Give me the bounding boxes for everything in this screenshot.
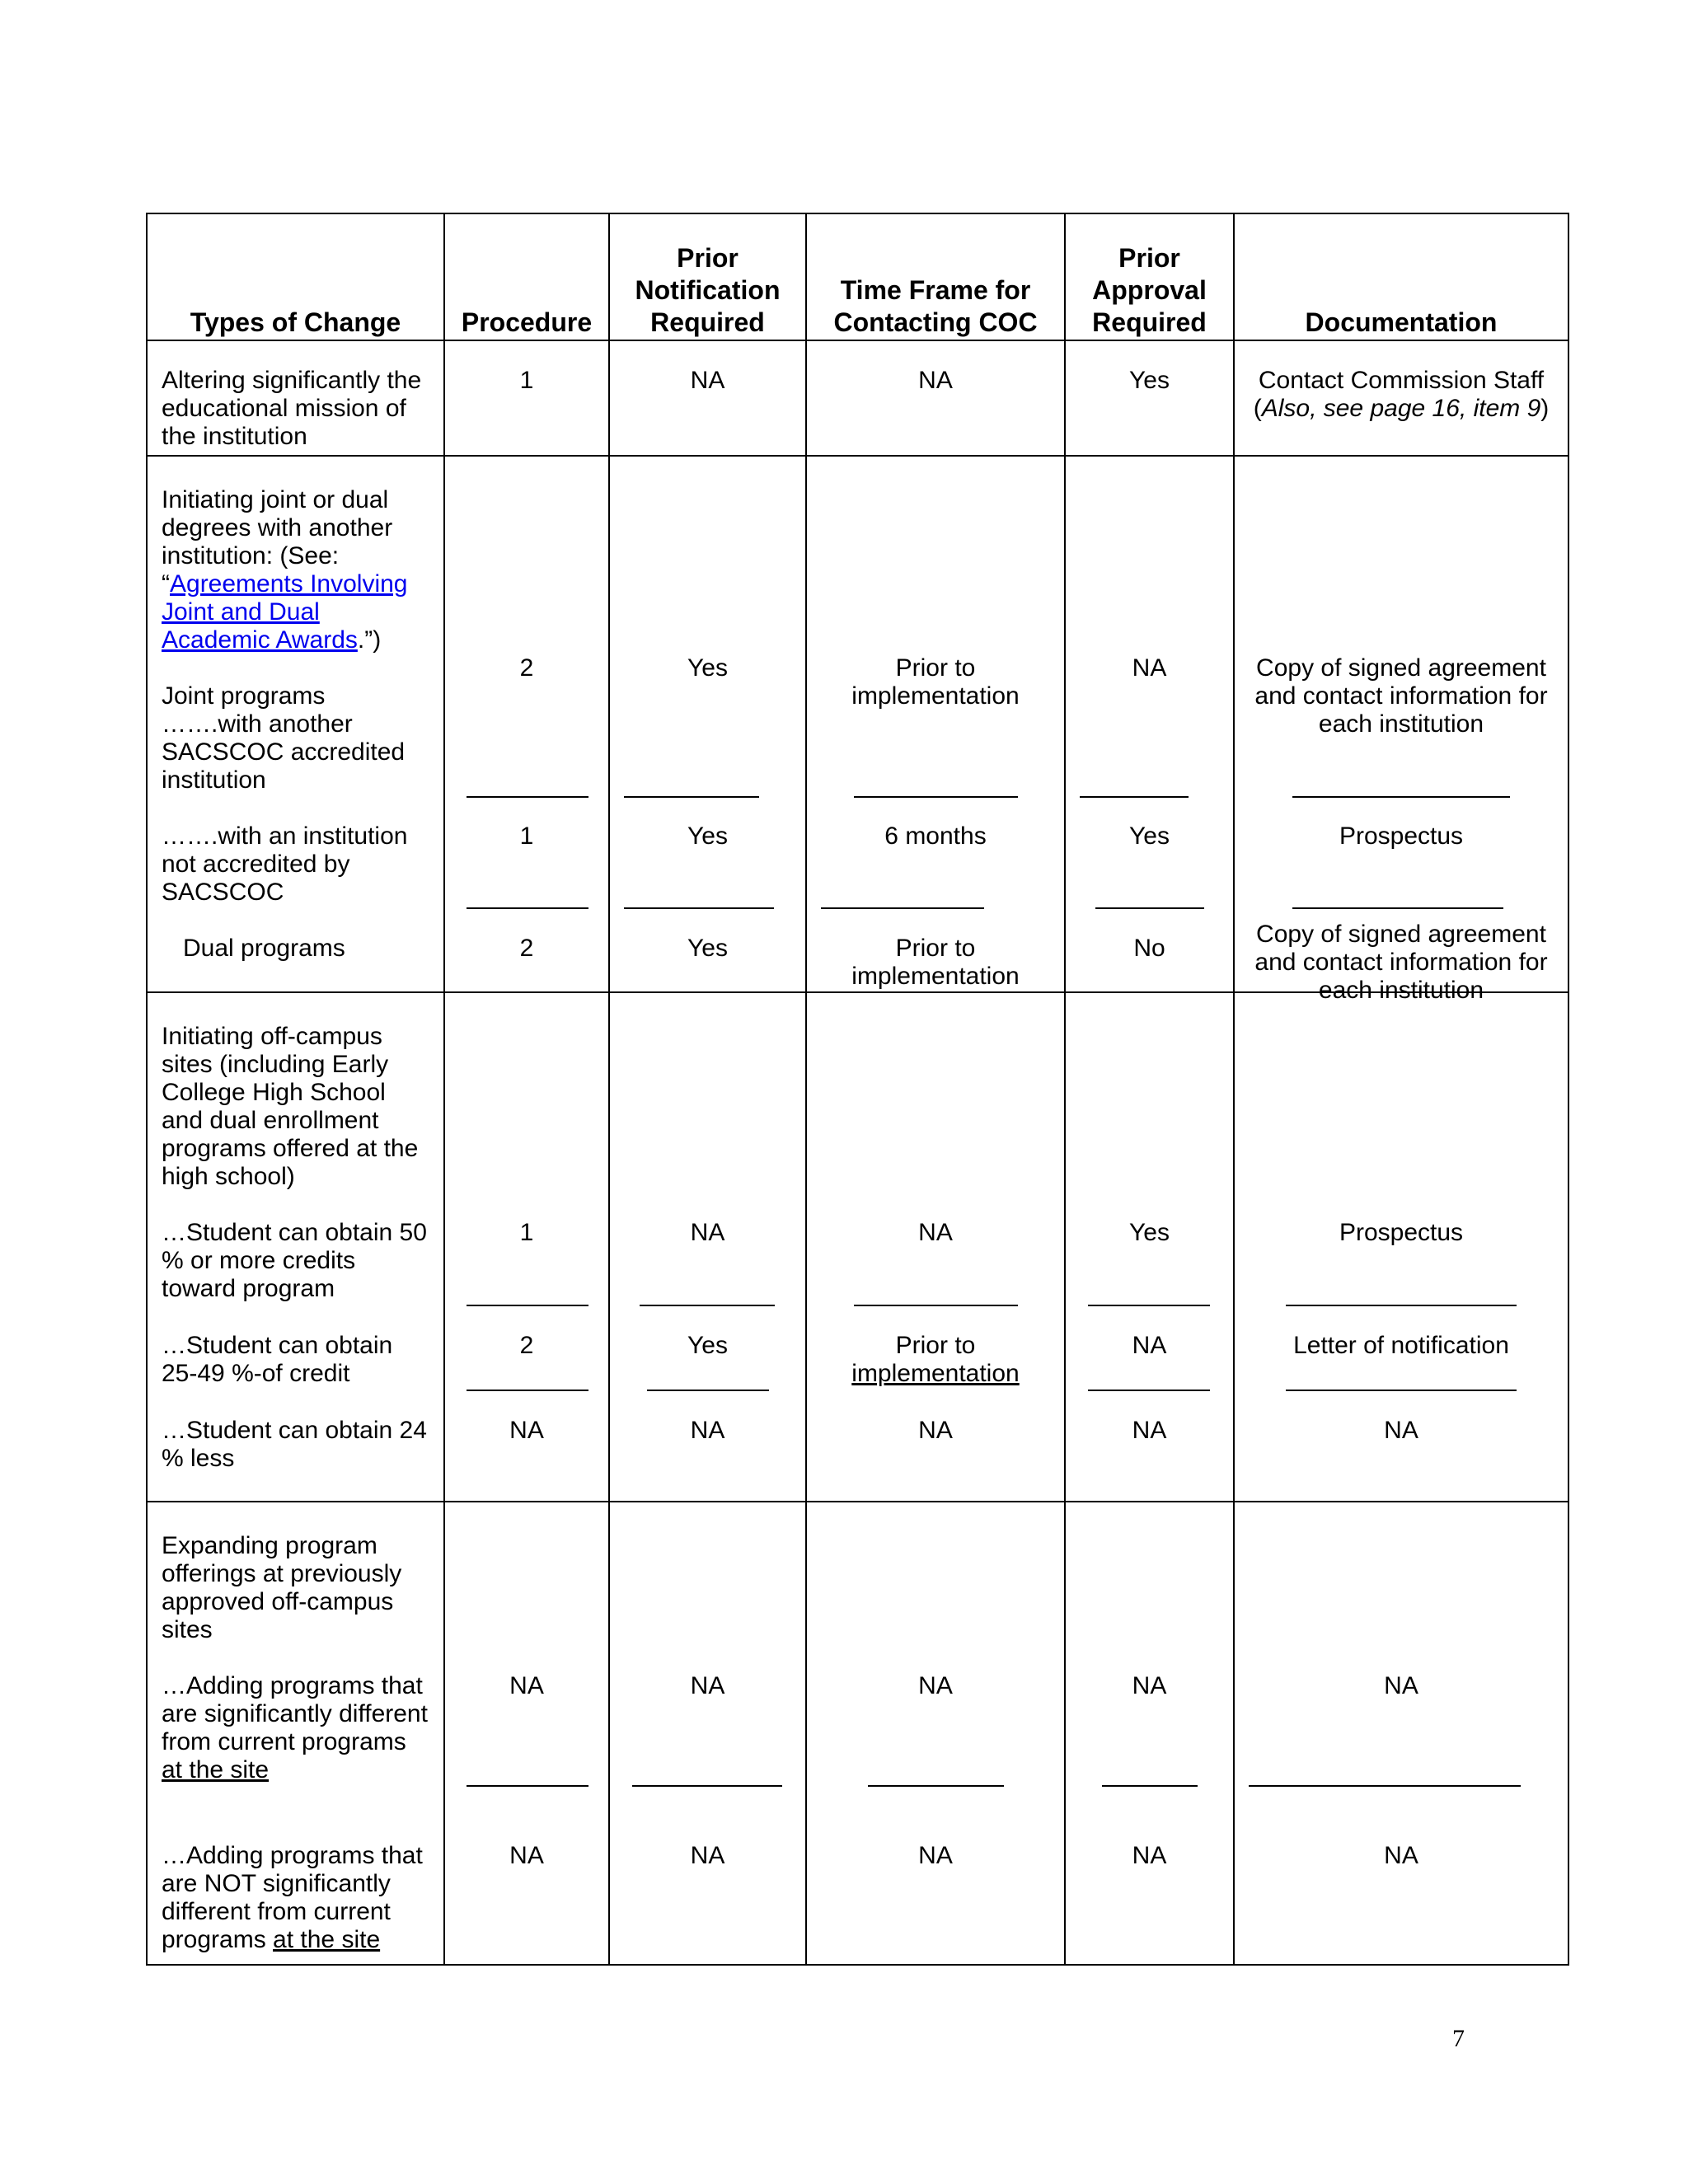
header-prior-approval: Prior Approval Required — [1065, 213, 1234, 340]
time-frame-value: NA — [918, 1842, 953, 1869]
documentation-note: Also, see page 16, item 9 — [1261, 395, 1541, 422]
separator-rule — [624, 796, 759, 798]
time-frame-cell — [806, 340, 1065, 456]
documentation-text: Prospectus — [1339, 1219, 1464, 1246]
header-time-frame: Time Frame for Contacting COC — [806, 213, 1065, 340]
type-cell — [147, 456, 444, 992]
type-text: educational mission of — [162, 395, 406, 422]
notification-cell — [609, 1502, 806, 1965]
time-frame-value: implementation — [851, 1360, 1020, 1387]
type-text: College High School — [162, 1079, 386, 1106]
approval-value: Yes — [1129, 823, 1170, 850]
separator-rule — [1088, 1305, 1210, 1306]
header-prior-notification: Prior Notification Required — [609, 213, 806, 340]
type-text: …….with an institution — [162, 823, 408, 850]
table-header-row — [147, 213, 1568, 340]
type-text: 25-49 %-of credit — [162, 1360, 350, 1387]
type-text: and dual enrollment — [162, 1107, 379, 1134]
type-text: institution — [162, 766, 266, 794]
notification-value: NA — [690, 1842, 725, 1869]
approval-value: NA — [1132, 1417, 1167, 1444]
separator-rule — [854, 796, 1018, 798]
procedure-cell — [444, 456, 609, 992]
type-cell — [147, 1502, 444, 1965]
type-text: Joint programs — [162, 682, 326, 710]
notification-cell — [609, 456, 806, 992]
time-frame-value: NA — [918, 367, 953, 394]
documentation-text: NA — [1384, 1672, 1418, 1699]
type-text: …Student can obtain — [162, 1332, 393, 1359]
agreements-link[interactable]: Agreements Involving — [170, 570, 408, 598]
notification-value: NA — [690, 1417, 725, 1444]
procedure-value: 1 — [519, 1219, 534, 1246]
type-text: …Student can obtain 24 — [162, 1417, 427, 1444]
approval-value: Yes — [1129, 1219, 1170, 1246]
time-frame-cell — [806, 992, 1065, 1502]
separator-rule — [854, 1305, 1018, 1306]
type-text: % less — [162, 1445, 235, 1472]
notification-cell — [609, 992, 806, 1502]
documentation-cell — [1234, 1502, 1568, 1965]
procedure-value: 1 — [519, 367, 534, 394]
documentation-text: Prospectus — [1339, 823, 1464, 850]
approval-cell — [1065, 1502, 1234, 1965]
separator-rule — [640, 1305, 775, 1306]
approval-value: NA — [1132, 1332, 1167, 1359]
type-text: toward program — [162, 1275, 335, 1302]
separator-rule — [1095, 907, 1204, 909]
type-text: programs at the site — [162, 1926, 381, 1953]
procedure-cell — [444, 1502, 609, 1965]
time-frame-value: Prior to — [895, 935, 976, 962]
documentation-text: each institution — [1318, 977, 1484, 1004]
type-text: sites — [162, 1616, 213, 1643]
time-frame-cell — [806, 1502, 1065, 1965]
type-text: % or more credits — [162, 1247, 356, 1274]
type-text: not accredited by — [162, 851, 350, 878]
documentation-text: and contact information for — [1254, 682, 1548, 710]
separator-rule — [1292, 907, 1503, 909]
approval-value: No — [1133, 935, 1165, 962]
time-frame-value: implementation — [851, 682, 1020, 710]
procedure-cell — [444, 992, 609, 1502]
procedure-value: 2 — [519, 654, 534, 682]
approval-value: NA — [1132, 654, 1167, 682]
type-text: Dual programs — [183, 935, 345, 962]
type-text: different from current — [162, 1898, 391, 1925]
time-frame-value: implementation — [851, 963, 1020, 990]
header-procedure: Procedure — [444, 213, 609, 340]
approval-cell — [1065, 992, 1234, 1502]
time-frame-value: NA — [918, 1417, 953, 1444]
header-types-of-change: Types of Change — [147, 213, 444, 340]
type-cell — [147, 340, 444, 456]
type-cell — [147, 992, 444, 1502]
separator-rule — [624, 907, 774, 909]
notification-cell — [609, 340, 806, 456]
separator-rule — [467, 1305, 588, 1306]
documentation-cell — [1234, 340, 1568, 456]
documentation-text: and contact information for — [1254, 949, 1548, 976]
type-text: Academic Awards.”) — [162, 626, 382, 654]
separator-rule — [1080, 796, 1189, 798]
documentation-text: NA — [1384, 1842, 1418, 1869]
procedure-value: 2 — [519, 935, 534, 962]
documentation-text: NA — [1384, 1417, 1418, 1444]
type-text: …Adding programs that — [162, 1842, 423, 1869]
type-text — [162, 598, 320, 626]
approval-value: NA — [1132, 1672, 1167, 1699]
notification-value: NA — [690, 1219, 725, 1246]
type-text: the institution — [162, 423, 307, 450]
separator-rule — [647, 1390, 769, 1391]
documentation-text: each institution — [1318, 710, 1484, 738]
separator-rule — [632, 1785, 782, 1787]
page-number: 7 — [1452, 2025, 1465, 2052]
separator-rule — [1286, 1390, 1517, 1391]
type-text: high school) — [162, 1163, 295, 1190]
documentation-text: Copy of signed agreement — [1256, 654, 1546, 682]
type-text: …….with another — [162, 710, 353, 738]
time-frame-cell — [806, 456, 1065, 992]
documentation-text: Letter of notification — [1293, 1332, 1509, 1359]
type-text: Initiating off-campus — [162, 1023, 382, 1050]
type-text: institution: (See: — [162, 542, 340, 569]
approval-cell — [1065, 340, 1234, 456]
type-text: are significantly different — [162, 1700, 428, 1727]
table-row — [147, 992, 1568, 1502]
approval-value: Yes — [1129, 367, 1170, 394]
type-text: are NOT significantly — [162, 1870, 391, 1897]
separator-rule — [467, 1390, 588, 1391]
notification-value: NA — [690, 367, 725, 394]
procedure-value: NA — [509, 1417, 544, 1444]
separator-rule — [1292, 796, 1510, 798]
time-frame-value: NA — [918, 1219, 953, 1246]
procedure-value: 1 — [519, 823, 534, 850]
type-text: programs offered at the — [162, 1135, 419, 1162]
separator-rule — [467, 1785, 588, 1787]
agreements-link[interactable]: Joint and Dual — [162, 598, 320, 626]
header-documentation: Documentation — [1234, 213, 1568, 340]
type-text: from current programs — [162, 1728, 406, 1755]
table-row — [147, 340, 1568, 456]
procedure-cell — [444, 340, 609, 456]
type-text: Altering significantly the — [162, 367, 422, 394]
type-text: …Student can obtain 50 — [162, 1219, 427, 1246]
separator-rule — [1249, 1785, 1521, 1787]
type-text: approved off-campus — [162, 1588, 394, 1615]
approval-value: NA — [1132, 1842, 1167, 1869]
separator-rule — [868, 1785, 1004, 1787]
change-types-table — [146, 213, 1569, 1966]
notification-value: NA — [690, 1672, 725, 1699]
type-text: “Agreements Involving — [162, 570, 408, 598]
time-frame-value: Prior to — [895, 654, 976, 682]
table-row — [147, 1502, 1568, 1965]
procedure-value: NA — [509, 1842, 544, 1869]
type-text: Expanding program — [162, 1532, 377, 1559]
type-text: at the site — [162, 1756, 270, 1783]
type-text: …Adding programs that — [162, 1672, 423, 1699]
type-text: sites (including Early — [162, 1051, 389, 1078]
time-frame-value: 6 months — [884, 823, 987, 850]
type-text: SACSCOC — [162, 879, 284, 906]
approval-cell — [1065, 456, 1234, 992]
notification-value: Yes — [687, 935, 728, 962]
type-text: offerings at previously — [162, 1560, 402, 1587]
type-text: Initiating joint or dual — [162, 486, 389, 513]
separator-rule — [467, 907, 588, 909]
documentation-text: Copy of signed agreement — [1256, 921, 1546, 948]
procedure-value: 2 — [519, 1332, 534, 1359]
separator-rule — [1286, 1305, 1517, 1306]
separator-rule — [467, 796, 588, 798]
type-text: SACSCOC accredited — [162, 738, 406, 766]
time-frame-value: Prior to — [895, 1332, 976, 1359]
separator-rule — [821, 907, 984, 909]
separator-rule — [1088, 1390, 1210, 1391]
documentation-text: Contact Commission Staff — [1258, 367, 1545, 394]
agreements-link[interactable]: Academic Awards — [162, 626, 358, 654]
notification-value: Yes — [687, 1332, 728, 1359]
separator-rule — [1102, 1785, 1198, 1787]
notification-value: Yes — [687, 823, 728, 850]
notification-value: Yes — [687, 654, 728, 682]
table-row — [147, 456, 1568, 992]
time-frame-value: NA — [918, 1672, 953, 1699]
documentation-cell — [1234, 456, 1568, 1004]
documentation-cell — [1234, 992, 1568, 1502]
type-text: degrees with another — [162, 514, 393, 541]
procedure-value: NA — [509, 1672, 544, 1699]
documentation-text: (Also, see page 16, item 9) — [1253, 395, 1550, 422]
